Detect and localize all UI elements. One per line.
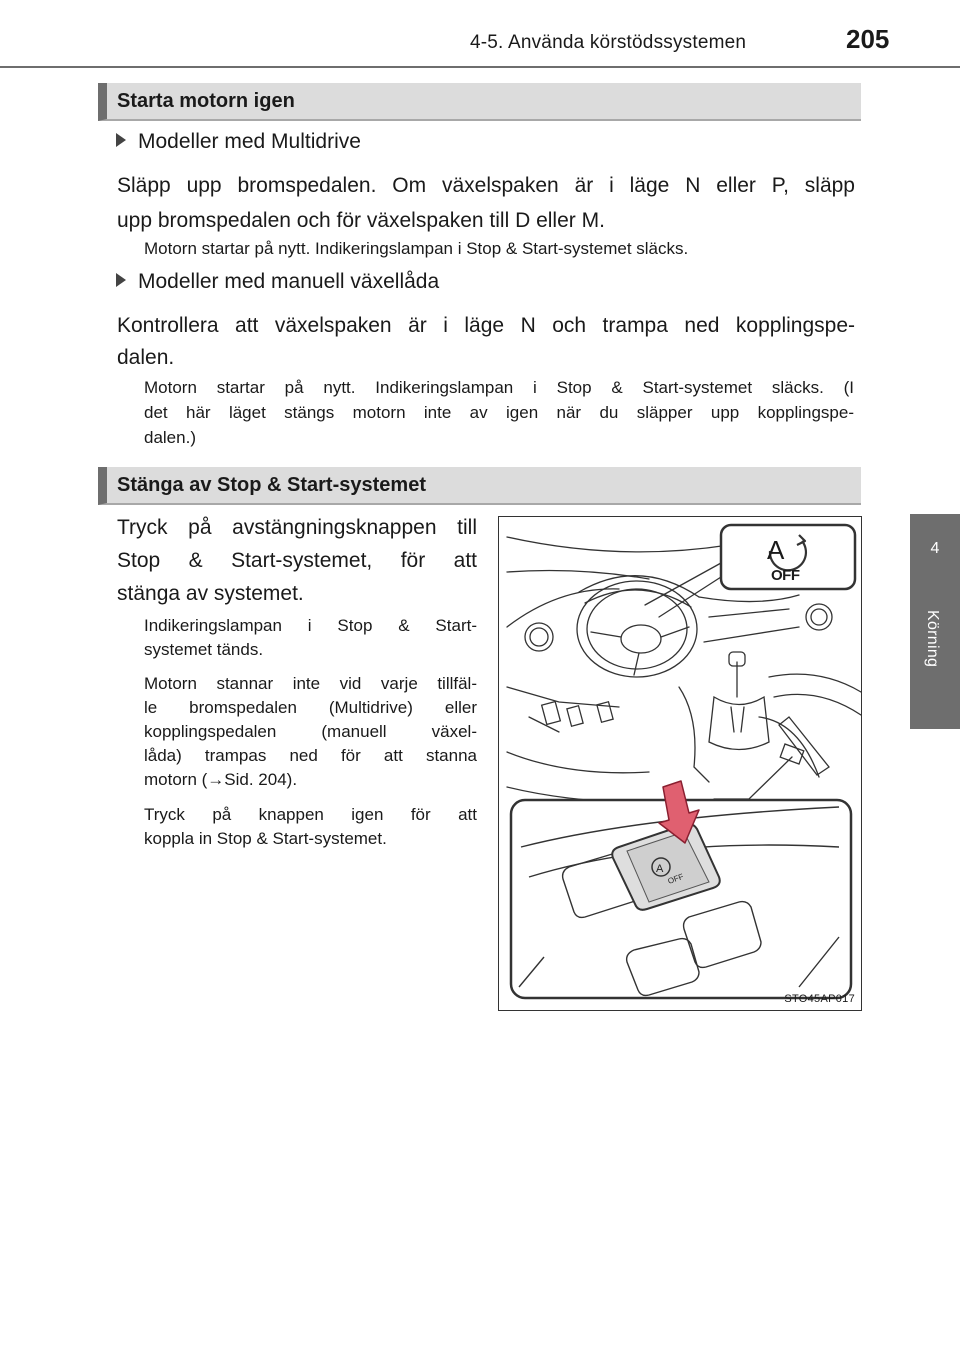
disable-instruction-line-2: Stop & Start-systemet, för att [117, 549, 477, 572]
disable-note3-line-1: Tryck på knappen igen för att [144, 805, 477, 824]
subheading-multidrive [116, 130, 361, 154]
bullet-triangle-icon [116, 273, 126, 287]
svg-text:OFF: OFF [666, 871, 685, 886]
multidrive-instruction-line-1: Släpp upp bromspedalen. Om växelspaken är i läge N eller P, släpp [117, 174, 855, 197]
subheading-multidrive-text: Modeller med Multidrive [138, 130, 361, 153]
callout-bottom [511, 781, 851, 998]
multidrive-instruction-line-2: upp bromspedalen och för växelspaken till D eller M. [117, 209, 605, 232]
manual-instruction-line-1: Kontrollera att växelspaken är i läge N och trampa ned kopplingspe- [117, 314, 855, 337]
disable-note3-line-2: koppla in Stop & Start-systemet. [144, 829, 387, 848]
section-heading-disable-text: Stänga av Stop & Start-systemet [117, 474, 426, 496]
callout-off-label: OFF [771, 567, 800, 584]
header-divider [0, 66, 960, 68]
disable-note2-line-4: låda) trampas ned för att stanna [144, 746, 477, 765]
page-number: 205 [846, 24, 890, 54]
disable-instruction-line-1: Tryck på avstängningsknappen till [117, 516, 477, 539]
manual-note-line-3: dalen.) [144, 428, 196, 447]
section-heading-restart-text: Starta motorn igen [117, 90, 295, 112]
subheading-manual [116, 270, 439, 294]
disable-note2-line-1: Motorn stannar inte vid varje tillfäl- [144, 674, 477, 693]
subheading-manual-text: Modeller med manuell växellåda [138, 270, 440, 293]
dashboard-illustration [499, 517, 863, 1012]
section-heading-disable [98, 467, 861, 505]
disable-instruction-line-3: stänga av systemet. [117, 582, 304, 605]
multidrive-note: Motorn startar på nytt. Indikeringslampan i Stop & Start-systemet släcks. [144, 239, 689, 258]
manual-note-line-2: det här läget stängs motorn inte av igen när du släpper upp kopplingspe- [144, 403, 854, 422]
chapter-label: Körning [924, 610, 941, 668]
disable-note2-line-5: motorn (→Sid. 204). [144, 770, 298, 789]
manual-note-line-1: Motorn startar på nytt. Indikeringslampan i Stop & Start-systemet släcks. (I [144, 378, 854, 397]
disable-note2-line-3: kopplingspedalen (manuell växel- [144, 722, 477, 741]
disable-note1-line-1: Indikeringslampan i Stop & Start- [144, 616, 477, 635]
disable-note1-line-2: systemet tänds. [144, 640, 264, 659]
header-section-title: 4-5. Använda körstödssystemen [470, 32, 747, 53]
svg-text:A: A [656, 863, 664, 875]
chapter-side-tab [910, 514, 960, 729]
callout-letter-a: A [767, 535, 784, 565]
bullet-triangle-icon [116, 133, 126, 147]
chapter-number: 4 [930, 540, 940, 557]
section-heading-restart [98, 83, 861, 121]
disable-note2-line-2: le bromspedalen (Multidrive) eller [144, 698, 477, 717]
figure-stop-start-button [498, 516, 862, 1011]
figure-code: STO45AP017 [784, 993, 855, 1005]
manual-instruction-line-2: dalen. [117, 346, 175, 369]
